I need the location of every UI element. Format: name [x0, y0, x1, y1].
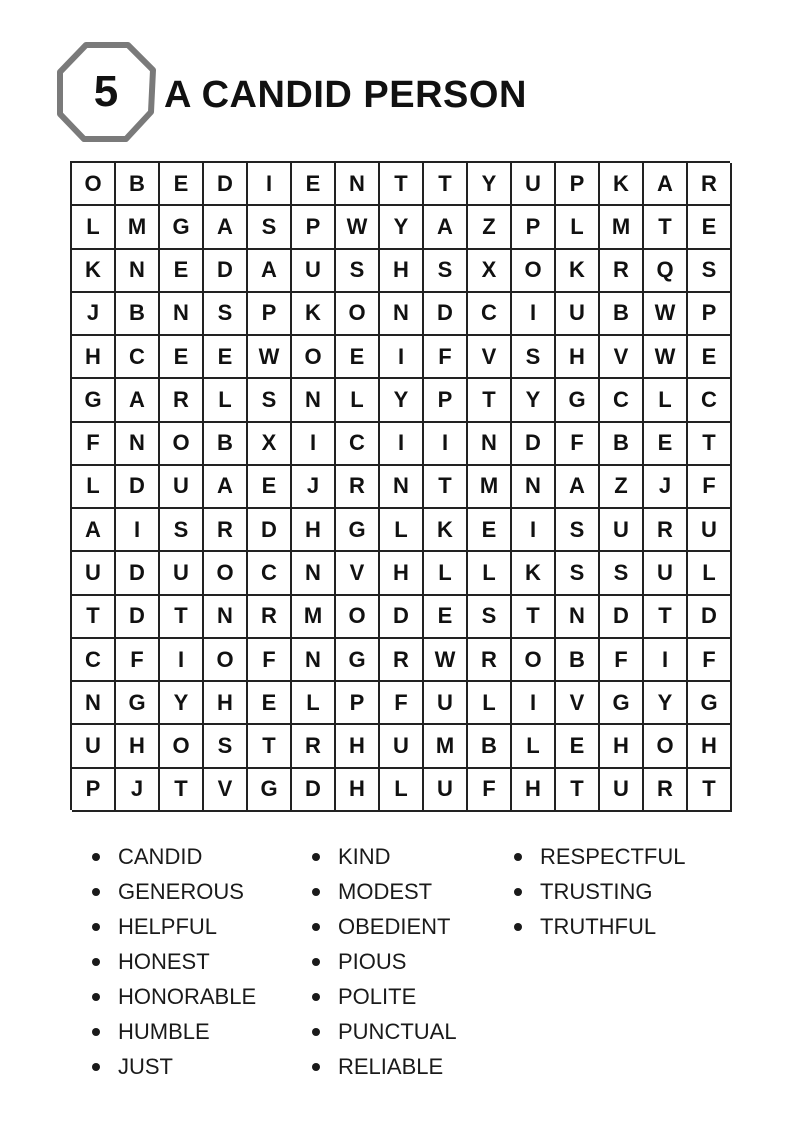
word-list-column-3 [514, 842, 685, 947]
grid-cell[interactable]: V [600, 336, 644, 379]
word-label: JUST [118, 1054, 173, 1079]
grid-cell[interactable]: Z [600, 466, 644, 509]
grid-cell[interactable]: M [600, 206, 644, 249]
grid-cell[interactable]: L [688, 552, 732, 595]
grid-cell[interactable]: A [204, 466, 248, 509]
grid-cell[interactable]: H [292, 509, 336, 552]
grid-cell[interactable]: I [512, 682, 556, 725]
grid-cell[interactable]: E [688, 206, 732, 249]
bullet-icon [312, 888, 320, 896]
grid-cell[interactable]: O [336, 293, 380, 336]
grid-cell[interactable]: A [204, 206, 248, 249]
grid-cell[interactable]: I [292, 423, 336, 466]
grid-cell[interactable]: E [292, 163, 336, 206]
grid-cell[interactable]: L [72, 466, 116, 509]
grid-cell[interactable]: N [336, 163, 380, 206]
grid-cell[interactable]: U [72, 552, 116, 595]
grid-cell[interactable]: N [292, 639, 336, 682]
word-label: HUMBLE [118, 1019, 210, 1044]
grid-cell[interactable]: N [204, 596, 248, 639]
word-label: PIOUS [338, 949, 407, 974]
grid-cell[interactable]: T [424, 466, 468, 509]
grid-cell[interactable]: L [468, 682, 512, 725]
grid-cell[interactable]: D [116, 596, 160, 639]
grid-cell[interactable]: P [512, 206, 556, 249]
grid-cell[interactable]: D [248, 509, 292, 552]
word-list-item [312, 1052, 457, 1087]
grid-cell[interactable]: E [160, 336, 204, 379]
grid-cell[interactable]: T [380, 163, 424, 206]
grid-cell[interactable]: U [688, 509, 732, 552]
grid-cell[interactable]: H [116, 725, 160, 768]
grid-cell[interactable]: H [72, 336, 116, 379]
grid-cell[interactable]: I [644, 639, 688, 682]
grid-cell[interactable]: W [644, 293, 688, 336]
grid-cell[interactable]: Y [380, 206, 424, 249]
bullet-icon [92, 1063, 100, 1071]
grid-cell[interactable]: E [160, 163, 204, 206]
grid-cell[interactable]: D [512, 423, 556, 466]
grid-cell[interactable]: D [424, 293, 468, 336]
grid-cell[interactable]: H [688, 725, 732, 768]
grid-cell[interactable]: H [336, 725, 380, 768]
grid-cell[interactable]: O [512, 250, 556, 293]
grid-cell[interactable]: N [116, 423, 160, 466]
grid-cell[interactable]: K [292, 293, 336, 336]
word-label: GENEROUS [118, 879, 244, 904]
grid-cell[interactable]: Y [512, 379, 556, 422]
grid-cell[interactable]: I [512, 509, 556, 552]
word-list-item [312, 1017, 457, 1052]
grid-cell[interactable]: F [72, 423, 116, 466]
grid-cell[interactable]: C [248, 552, 292, 595]
grid-cell[interactable]: N [116, 250, 160, 293]
grid-cell[interactable]: T [644, 596, 688, 639]
bullet-icon [92, 993, 100, 1001]
grid-cell[interactable]: M [468, 466, 512, 509]
bullet-icon [312, 923, 320, 931]
grid-cell[interactable]: F [116, 639, 160, 682]
grid-cell[interactable]: B [116, 163, 160, 206]
grid-cell[interactable]: O [160, 725, 204, 768]
word-label: TRUTHFUL [540, 914, 657, 939]
grid-cell[interactable]: P [688, 293, 732, 336]
word-list-item [92, 947, 256, 982]
grid-cell[interactable]: G [556, 379, 600, 422]
grid-cell[interactable]: U [644, 552, 688, 595]
bullet-icon [312, 993, 320, 1001]
grid-cell[interactable]: R [292, 725, 336, 768]
grid-cell[interactable]: O [336, 596, 380, 639]
grid-cell[interactable]: E [336, 336, 380, 379]
grid-cell[interactable]: N [380, 293, 424, 336]
bullet-icon [92, 853, 100, 861]
grid-cell[interactable]: L [380, 769, 424, 812]
grid-cell[interactable]: N [72, 682, 116, 725]
grid-cell[interactable]: D [204, 250, 248, 293]
grid-cell[interactable]: P [336, 682, 380, 725]
grid-cell[interactable]: S [600, 552, 644, 595]
grid-cell[interactable]: W [248, 336, 292, 379]
grid-cell[interactable]: U [424, 769, 468, 812]
word-label: HONORABLE [118, 984, 257, 1009]
puzzle-number: 5 [93, 67, 119, 116]
grid-cell[interactable]: H [380, 250, 424, 293]
grid-cell[interactable]: A [72, 509, 116, 552]
grid-cell[interactable]: U [380, 725, 424, 768]
grid-cell[interactable]: M [292, 596, 336, 639]
grid-cell[interactable]: K [556, 250, 600, 293]
grid-cell[interactable]: H [204, 682, 248, 725]
grid-cell[interactable]: S [160, 509, 204, 552]
grid-cell[interactable]: R [688, 163, 732, 206]
word-label: TRUSTING [540, 879, 653, 904]
grid-cell[interactable]: L [556, 206, 600, 249]
grid-cell[interactable]: E [248, 466, 292, 509]
grid-cell[interactable]: U [556, 293, 600, 336]
grid-cell[interactable]: S [248, 206, 292, 249]
grid-cell[interactable]: D [688, 596, 732, 639]
grid-cell[interactable]: E [204, 336, 248, 379]
grid-cell[interactable]: K [600, 163, 644, 206]
grid-cell[interactable]: R [336, 466, 380, 509]
grid-cell[interactable]: F [556, 423, 600, 466]
word-label: KIND [338, 844, 391, 869]
bullet-icon [92, 923, 100, 931]
grid-cell[interactable]: T [688, 769, 732, 812]
bullet-icon [92, 1028, 100, 1036]
grid-cell[interactable]: G [116, 682, 160, 725]
grid-cell[interactable]: K [72, 250, 116, 293]
grid-cell[interactable]: V [556, 682, 600, 725]
grid-cell[interactable]: H [556, 336, 600, 379]
grid-cell[interactable]: A [556, 466, 600, 509]
grid-cell[interactable]: H [380, 552, 424, 595]
grid-cell[interactable]: R [468, 639, 512, 682]
word-list-item [312, 912, 457, 947]
bullet-icon [312, 1028, 320, 1036]
grid-cell[interactable]: L [380, 509, 424, 552]
grid-cell[interactable]: R [380, 639, 424, 682]
grid-cell[interactable]: S [556, 509, 600, 552]
grid-cell[interactable]: T [468, 379, 512, 422]
grid-cell[interactable]: T [688, 423, 732, 466]
grid-cell[interactable]: X [468, 250, 512, 293]
word-list-item [92, 842, 256, 877]
grid-cell[interactable]: N [292, 552, 336, 595]
grid-cell[interactable]: N [556, 596, 600, 639]
grid-cell[interactable]: I [116, 509, 160, 552]
grid-cell[interactable]: D [204, 163, 248, 206]
grid-cell[interactable]: V [336, 552, 380, 595]
grid-cell[interactable]: F [600, 639, 644, 682]
grid-cell[interactable]: S [248, 379, 292, 422]
grid-cell[interactable]: B [600, 423, 644, 466]
grid-cell[interactable]: S [204, 725, 248, 768]
word-list-item [92, 1052, 256, 1087]
grid-cell[interactable]: U [600, 769, 644, 812]
grid-cell[interactable]: I [380, 336, 424, 379]
grid-cell[interactable]: C [600, 379, 644, 422]
grid-cell[interactable]: W [424, 639, 468, 682]
grid-cell[interactable]: K [512, 552, 556, 595]
grid-cell[interactable]: S [424, 250, 468, 293]
grid-cell[interactable]: F [424, 336, 468, 379]
word-list-column-1 [92, 842, 256, 1087]
grid-cell[interactable]: H [336, 769, 380, 812]
grid-cell[interactable]: N [160, 293, 204, 336]
grid-cell[interactable]: O [72, 163, 116, 206]
grid-cell[interactable]: C [116, 336, 160, 379]
word-list-item [92, 1017, 256, 1052]
word-list-item [92, 912, 256, 947]
grid-cell[interactable]: V [204, 769, 248, 812]
word-label: RESPECTFUL [540, 844, 686, 869]
grid-cell[interactable]: A [248, 250, 292, 293]
grid-cell[interactable]: S [556, 552, 600, 595]
grid-cell[interactable]: X [248, 423, 292, 466]
word-label: RELIABLE [338, 1054, 444, 1079]
grid-cell[interactable]: C [72, 639, 116, 682]
grid-cell[interactable]: V [468, 336, 512, 379]
grid-cell[interactable]: R [600, 250, 644, 293]
grid-cell[interactable]: D [116, 552, 160, 595]
grid-cell[interactable]: D [380, 596, 424, 639]
grid-cell[interactable]: W [644, 336, 688, 379]
grid-cell[interactable]: G [688, 682, 732, 725]
grid-cell[interactable]: R [248, 596, 292, 639]
grid-cell[interactable]: L [644, 379, 688, 422]
grid-cell[interactable]: C [336, 423, 380, 466]
grid-cell[interactable]: L [72, 206, 116, 249]
grid-cell[interactable]: G [72, 379, 116, 422]
word-label: PUNCTUAL [338, 1019, 457, 1044]
bullet-icon [312, 958, 320, 966]
grid-cell[interactable]: B [204, 423, 248, 466]
grid-cell[interactable]: O [644, 725, 688, 768]
word-list-item [312, 947, 457, 982]
grid-cell[interactable]: B [468, 725, 512, 768]
grid-cell[interactable]: C [688, 379, 732, 422]
bullet-icon [92, 888, 100, 896]
grid-cell[interactable]: O [292, 336, 336, 379]
grid-cell[interactable]: I [248, 163, 292, 206]
grid-cell[interactable]: R [644, 769, 688, 812]
grid-cell[interactable]: O [204, 552, 248, 595]
grid-cell[interactable]: L [292, 682, 336, 725]
grid-cell[interactable]: P [556, 163, 600, 206]
grid-cell[interactable]: K [424, 509, 468, 552]
word-list-item [92, 982, 256, 1017]
grid-cell[interactable]: S [336, 250, 380, 293]
bullet-icon [312, 853, 320, 861]
grid-cell[interactable]: D [292, 769, 336, 812]
grid-cell[interactable]: F [688, 639, 732, 682]
word-list-item [312, 877, 457, 912]
word-search-grid [70, 161, 730, 810]
grid-cell[interactable]: H [512, 769, 556, 812]
grid-cell[interactable]: O [512, 639, 556, 682]
grid-cell[interactable]: B [556, 639, 600, 682]
word-list-item [514, 877, 685, 912]
grid-cell[interactable]: E [424, 596, 468, 639]
grid-cell[interactable]: G [160, 206, 204, 249]
grid-cell[interactable]: L [512, 725, 556, 768]
grid-cell[interactable]: T [512, 596, 556, 639]
word-label: OBEDIENT [338, 914, 451, 939]
grid-cell[interactable]: C [468, 293, 512, 336]
grid-cell[interactable]: T [424, 163, 468, 206]
grid-cell[interactable]: Q [644, 250, 688, 293]
grid-cell[interactable]: U [160, 466, 204, 509]
grid-cell[interactable]: T [556, 769, 600, 812]
grid-cell[interactable]: T [72, 596, 116, 639]
grid-cell[interactable]: F [248, 639, 292, 682]
grid-cell[interactable]: H [600, 725, 644, 768]
grid-cell[interactable]: E [688, 336, 732, 379]
bullet-icon [514, 853, 522, 861]
grid-cell[interactable]: I [512, 293, 556, 336]
bullet-icon [312, 1063, 320, 1071]
word-list-column-2 [312, 842, 457, 1087]
grid-cell[interactable]: P [424, 379, 468, 422]
grid-cell[interactable]: U [72, 725, 116, 768]
grid-cell[interactable]: G [336, 509, 380, 552]
grid-cell[interactable]: M [116, 206, 160, 249]
grid-cell[interactable]: B [600, 293, 644, 336]
word-list-item [514, 842, 685, 877]
grid-cell[interactable]: G [248, 769, 292, 812]
grid-cell[interactable]: J [292, 466, 336, 509]
grid-cell[interactable]: I [424, 423, 468, 466]
grid-cell[interactable]: U [600, 509, 644, 552]
puzzle-title: A CANDID PERSON [164, 74, 527, 116]
grid-cell[interactable]: T [160, 596, 204, 639]
grid-cell[interactable]: O [160, 423, 204, 466]
word-list-item [92, 877, 256, 912]
grid-cell[interactable]: J [116, 769, 160, 812]
word-list-item [312, 982, 457, 1017]
grid-cell[interactable]: E [556, 725, 600, 768]
grid-cell[interactable]: O [204, 639, 248, 682]
grid-cell[interactable]: U [512, 163, 556, 206]
grid-cell[interactable]: E [248, 682, 292, 725]
grid-cell[interactable]: P [292, 206, 336, 249]
grid-cell[interactable]: Y [644, 682, 688, 725]
grid-cell[interactable]: S [688, 250, 732, 293]
grid-cell[interactable]: T [644, 206, 688, 249]
bullet-icon [92, 958, 100, 966]
grid-cell[interactable]: M [424, 725, 468, 768]
grid-cell[interactable]: G [600, 682, 644, 725]
bullet-icon [514, 888, 522, 896]
grid-cell[interactable]: A [116, 379, 160, 422]
grid-cell[interactable]: T [248, 725, 292, 768]
grid-cell[interactable]: U [292, 250, 336, 293]
grid-cell[interactable]: N [292, 379, 336, 422]
grid-cell[interactable]: I [380, 423, 424, 466]
grid-cell[interactable]: A [644, 163, 688, 206]
word-label: CANDID [118, 844, 203, 869]
grid-cell[interactable]: A [424, 206, 468, 249]
grid-cell[interactable]: G [336, 639, 380, 682]
grid-cell[interactable]: R [204, 509, 248, 552]
grid-cell[interactable]: S [204, 293, 248, 336]
bullet-icon [514, 923, 522, 931]
grid-cell[interactable]: U [160, 552, 204, 595]
grid-cell[interactable]: F [380, 682, 424, 725]
grid-cell[interactable]: Y [468, 163, 512, 206]
grid-cell[interactable]: N [512, 466, 556, 509]
grid-cell[interactable]: N [380, 466, 424, 509]
word-label: HELPFUL [118, 914, 218, 939]
word-list-item [312, 842, 457, 877]
grid-cell[interactable]: J [72, 293, 116, 336]
grid-cell[interactable]: R [644, 509, 688, 552]
grid-cell[interactable]: B [116, 293, 160, 336]
grid-cell[interactable]: I [160, 639, 204, 682]
grid-cell[interactable]: L [204, 379, 248, 422]
word-label: POLITE [338, 984, 417, 1009]
grid-cell[interactable]: S [468, 596, 512, 639]
grid-cell[interactable]: E [468, 509, 512, 552]
grid-cell[interactable]: Y [160, 682, 204, 725]
grid-cell[interactable]: U [424, 682, 468, 725]
grid-cell[interactable]: P [72, 769, 116, 812]
grid-cell[interactable]: Y [380, 379, 424, 422]
grid-cell[interactable]: R [160, 379, 204, 422]
grid-cell[interactable]: D [116, 466, 160, 509]
grid-cell[interactable]: Z [468, 206, 512, 249]
grid-cell[interactable]: L [468, 552, 512, 595]
puzzle-number-badge [56, 42, 156, 142]
grid-cell[interactable]: D [600, 596, 644, 639]
word-list-item [514, 912, 685, 947]
grid-cell[interactable]: E [160, 250, 204, 293]
grid-cell[interactable]: L [336, 379, 380, 422]
word-label: MODEST [338, 879, 433, 904]
grid-cell[interactable]: P [248, 293, 292, 336]
grid-cell[interactable]: N [468, 423, 512, 466]
grid-cell[interactable]: L [424, 552, 468, 595]
grid-cell[interactable]: W [336, 206, 380, 249]
grid-cell[interactable]: J [644, 466, 688, 509]
grid-cell[interactable]: F [468, 769, 512, 812]
word-label: HONEST [118, 949, 210, 974]
grid-cell[interactable]: F [688, 466, 732, 509]
grid-cell[interactable]: T [160, 769, 204, 812]
grid-cell[interactable]: E [644, 423, 688, 466]
grid-cell[interactable]: S [512, 336, 556, 379]
